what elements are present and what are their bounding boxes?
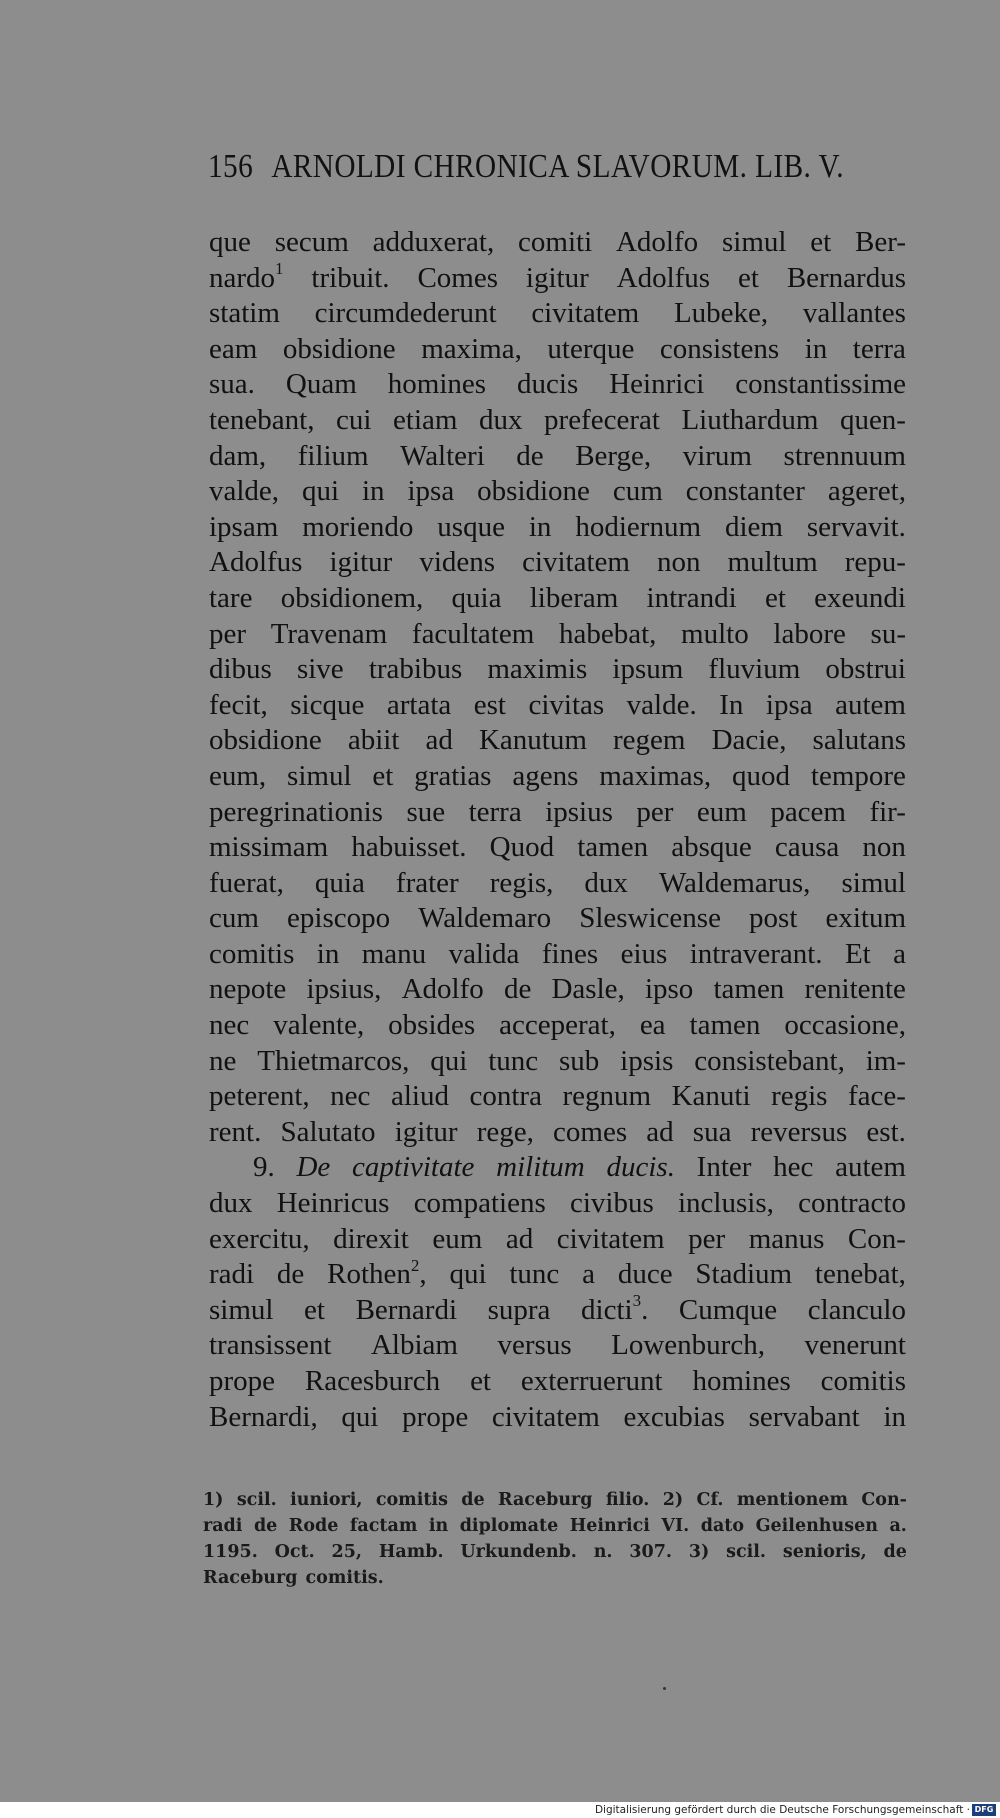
dfg-logo: DFG bbox=[972, 1804, 996, 1816]
text-line: per Travenam facultatem habebat, multo labore su- bbox=[209, 617, 906, 650]
footnote-marker: 3 bbox=[632, 1291, 642, 1311]
footnote-marker: 1 bbox=[275, 258, 284, 278]
text-line: dux Heinricus compatiens civibus inclusis, contracto bbox=[209, 1187, 906, 1220]
footnotes bbox=[203, 1487, 907, 1591]
text-line: que secum adduxerat, comiti Adolfo simul et Ber- bbox=[209, 226, 906, 258]
footnote-line: 1195. Oct. 25, Hamb. Urkundenb. n. 307. 3) scil. senioris, de bbox=[203, 1542, 907, 1562]
text-line: valde, qui in ipsa obsidione cum constanter ageret, bbox=[209, 475, 906, 508]
text-line: ipsam moriendo usque in hodiernum diem servavit. bbox=[209, 510, 906, 543]
text-line: peterent, nec aliud contra regnum Kanuti regis face- bbox=[209, 1080, 906, 1113]
digitization-footer bbox=[0, 1802, 1000, 1818]
text-line: fecit, sicque artata est civitas valde. In ipsa autem bbox=[209, 688, 906, 721]
text-line: sua. Quam homines ducis Heinrici constantissime bbox=[209, 368, 906, 401]
footnote-line: Raceburg comitis. bbox=[203, 1568, 384, 1588]
footnote-line: radi de Rode factam in diplomate Heinrici VI. dato Geilenhusen a. bbox=[203, 1516, 907, 1536]
page-number: 156 bbox=[208, 148, 254, 185]
text-line: transissent Albiam versus Lowenburch, venerunt bbox=[209, 1329, 906, 1362]
text-line: nardo$^1$ tribuit. Comes igitur Adolfus et Bernardus bbox=[209, 258, 906, 294]
text-line: tare obsidionem, quia liberam intrandi et exeundi bbox=[209, 581, 906, 614]
text-line: fuerat, quia frater regis, dux Waldemarus, simul bbox=[209, 866, 906, 899]
text-line: prope Racesburch et exterruerunt homines comitis bbox=[209, 1365, 906, 1397]
text-line: cum episcopo Waldemaro Sleswicense post exitum bbox=[209, 902, 906, 935]
running-header bbox=[208, 148, 845, 188]
page-speck bbox=[663, 1687, 666, 1690]
text-line: missimam habuisset. Quod tamen absque causa non bbox=[209, 831, 906, 864]
running-title: ARNOLDI CHRONICA SLAVORUM. LIB. V. bbox=[271, 148, 845, 185]
text-line: eam obsidione maxima, uterque consistens in terra bbox=[209, 332, 906, 365]
text-line: dam, filium Walteri de Berge, virum strennuum bbox=[209, 439, 906, 472]
text-line: 9. De captivitate militum ducis. Inter hec autem bbox=[253, 1151, 906, 1184]
text-line: ne Thietmarcos, qui tunc sub ipsis consistebant, im- bbox=[209, 1044, 906, 1077]
footnote-line: 1) scil. iuniori, comitis de Raceburg filio. 2) Cf. mentionem Con- bbox=[203, 1490, 907, 1510]
text-line: rent. Salutato igitur rege, comes ad sua reversus est. bbox=[209, 1115, 906, 1148]
text-line: radi de Rothen$^2$, qui tunc a duce Stadium tenebat, bbox=[209, 1255, 906, 1291]
text-line: obsidione abiit ad Kanutum regem Dacie, salutans bbox=[209, 724, 906, 757]
text-line: dibus sive trabibus maximis ipsum fluvium obstrui bbox=[209, 653, 906, 686]
funding-credit: Digitalisierung gefördert durch die Deutsche Forschungsgemeinschaft · bbox=[594, 1804, 970, 1816]
text-line: Bernardi, qui prope civitatem excubias servabant in bbox=[209, 1400, 906, 1433]
text-line: Adolfus igitur videns civitatem non multum repu- bbox=[209, 546, 906, 579]
text-line: peregrinationis sue terra ipsius per eum pacem fir- bbox=[209, 795, 906, 828]
text-line: statim circumdederunt civitatem Lubeke, vallantes bbox=[209, 297, 906, 330]
text-line: nec valente, obsides acceperat, ea tamen occasione, bbox=[209, 1009, 906, 1042]
text-line: tenebant, cui etiam dux prefecerat Liuthardum quen- bbox=[209, 403, 906, 436]
text-line: eum, simul et gratias agens maximas, quod tempore bbox=[209, 759, 906, 792]
chronicle-text bbox=[209, 225, 906, 1435]
text-line: simul et Bernardi supra dicti$^3$. Cumque clanculo bbox=[209, 1291, 906, 1326]
text-line: comitis in manu valida fines eius intraverant. Et a bbox=[209, 937, 906, 970]
text-line: exercitu, direxit eum ad civitatem per manus Con- bbox=[209, 1222, 906, 1255]
footnote-marker: 2 bbox=[410, 1255, 420, 1275]
text-line: nepote ipsius, Adolfo de Dasle, ipso tamen renitente bbox=[209, 973, 906, 1006]
